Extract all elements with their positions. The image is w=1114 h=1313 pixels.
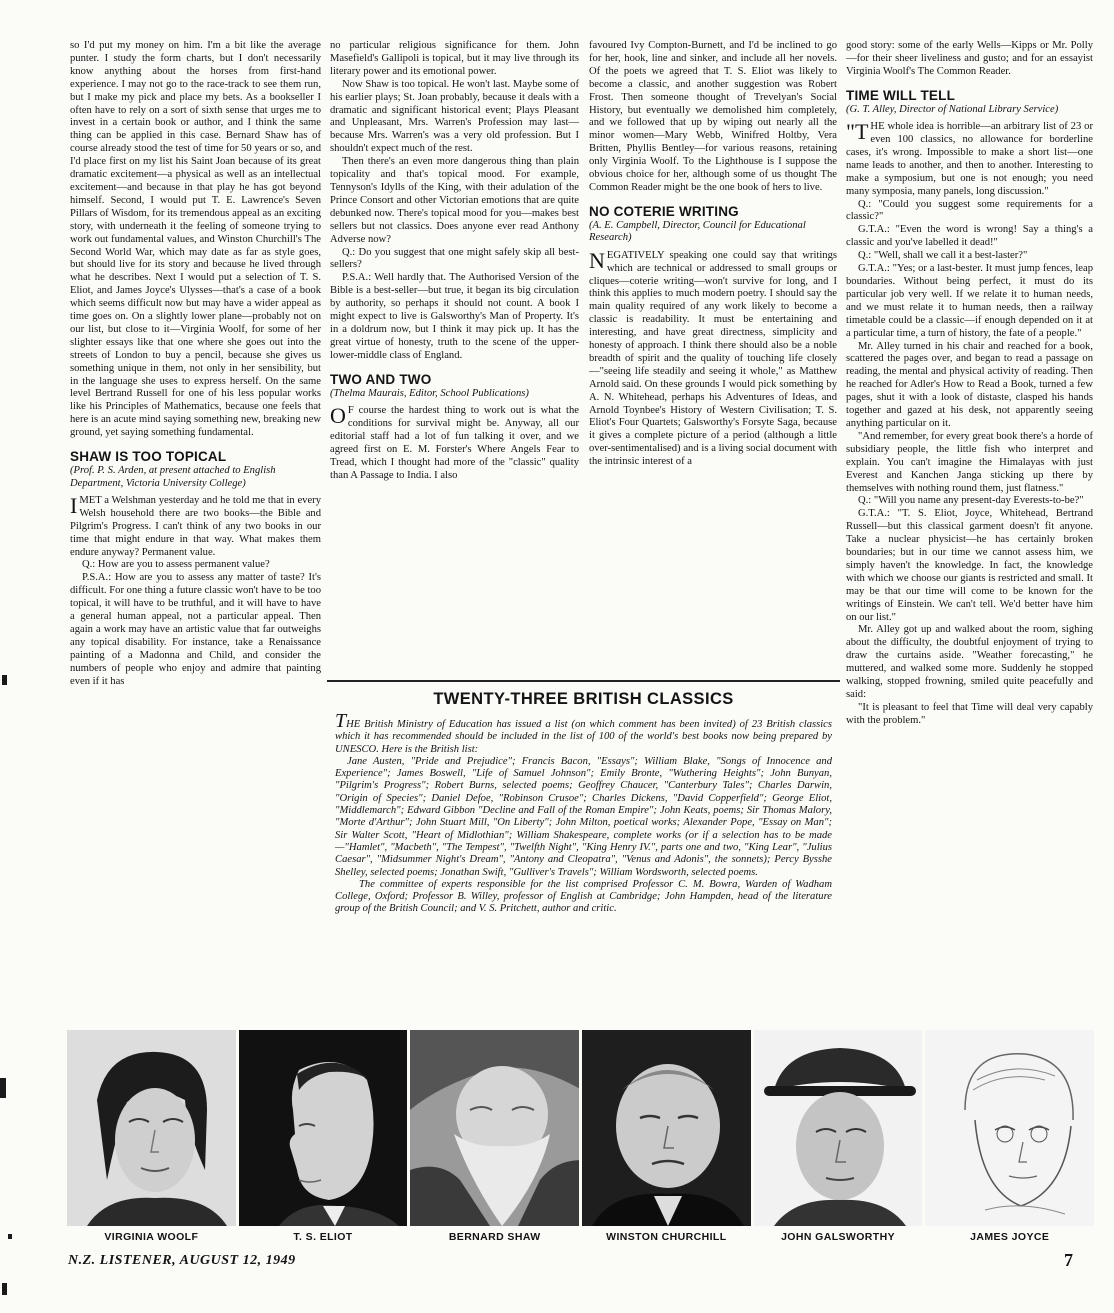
byline-alley: (G. T. Alley, Director of National Library Service) (846, 103, 1059, 115)
column-2 (330, 40, 579, 483)
portrait-ts-eliot (239, 1030, 408, 1226)
col4-paragraph: Q.: "Will you name any present-day Everests-to-be?" (858, 495, 1084, 507)
page-number: 7 (1064, 1250, 1073, 1270)
col2-paragraph: Now Shaw is too topical. He won't last. Maybe some of his earlier plays; St. Joan probably, because it deals with a dramatic and significant historical event; Plays Pleasant and Unpleasant, Mrs. Warren's Profession may last—because Mrs. Warren's was a very old profession. But I shouldn't expect much of the rest. (330, 78, 579, 155)
portrait-captions (67, 1231, 1094, 1243)
col1-paragraph: Q.: How are you to assess permanent value? (82, 559, 270, 571)
scan-mark (2, 675, 7, 685)
heading-no-coterie-writing: NO COTERIE WRITING (589, 203, 739, 219)
col3-paragraph: favoured Ivy Compton-Burnett, and I'd be inclined to go for her, hook, line and sinker, and include all her novels. Of the poets we agreed that T. S. Eliot was likely to become a classic, and another suggestion was Robert Frost. Then someone thought of Trevelyan's Social History, but eventually we demolished him completely, and we followed that up by wiping out nearly all the minor women—Mary Webb, Winifred Holtby, Vera Britten, Phyllis Bentley—for various reasons, retaining only Virginia Woolf. To the Lighthouse is I suppose the obvious choice for her, although some of us thought The Common Reader might be the one book of hers to live. (589, 40, 837, 193)
column-3 (589, 40, 837, 469)
col4-paragraph: Mr. Alley turned in his chair and reached for a book, scattered the pages over, and began to read a passage on reading, the mental and physical activity of reading. Then he reached for Adler's How to Read a Book, turned a few pages, shut it with a look of distaste, clasped his hands together and gazed at his desk, not apparently seeing anything particular on it. (846, 340, 1093, 429)
caption-james-joyce: JAMES JOYCE (970, 1231, 1050, 1243)
caption-bernard-shaw: BERNARD SHAW (448, 1231, 541, 1243)
scan-mark (0, 1078, 6, 1098)
col3-paragraph: NEGATIVELY speaking one could say that writings which are technical or addressed to small groups or cliques—coterie writing—won't survive for long, and I think this applies to much modern poetry. I should say the main quality required of any work likely to become a classic is readability. It must be entertaining and interesting, and have great directness, simplicity and honesty of approach. I think there should also be a noble breadth of spirit and the quality of touching life closely—"seeing life steadily and seeing it whole," as Matthew Arnold said. On these grounds I would pick something by A. N. Whitehead, perhaps his Adventures of Ideas, and Arnold Toynbee's History of Western Civilisation; T. S. Eliot's Four Quartets; Galsworthy's Forsyte Saga, because it gives a complete picture of a period (although a little over-sentimentalised) and is a living social document with the intrinsic interest of a (589, 247, 837, 468)
col4-paragraph: "And remember, for every great book there's a horde of subsidiary people, the little fish who interpret and explain. You can't imagine the Himalayas with just Everest and Kanchen Janga sticking up there by themselves with nothing round them, just flatness." (846, 430, 1093, 494)
col2-paragraph: Q.: Do you suggest that one might safely skip all best-sellers? (330, 246, 579, 271)
heading-time-will-tell: TIME WILL TELL (846, 87, 956, 103)
heading-shaw-is-too-topical: SHAW IS TOO TOPICAL (70, 449, 227, 465)
scan-mark (8, 1234, 12, 1239)
classics-box (327, 680, 840, 1019)
footer-publication-line: N.Z. LISTENER, AUGUST 12, 1949 (68, 1253, 296, 1268)
box-committee: The committee of experts responsible for the list comprised Professor C. M. Bowra, Warden of Wadham College, Oxford; Professor B. Willey, professor of English at Cambridge; John Hampden, head of the literature group of the British Council; and V. S. Pritchett, author and critic. (335, 878, 832, 915)
col2-paragraph: no particular religious significance for them. John Masefield's Gallipoli is topical, but it may live through its literary power and its emotional power. (330, 40, 579, 77)
col4-paragraph: Q.: "Could you suggest some requirements for a classic?" (846, 198, 1093, 223)
col1-paragraph: IMET a Welshman yesterday and he told me that in every Welsh household there are two books—the Bible and Pilgrim's Progress. I can't think of any two books in our time that might endure in that way. What makes them endure anyway? Permanent value. (70, 492, 321, 558)
portrait-winston-churchill (582, 1030, 751, 1226)
portrait-john-galsworthy (754, 1030, 923, 1226)
byline-campbell: (A. E. Campbell, Director, Council for Educational Research) (589, 219, 806, 244)
box-title: TWENTY-THREE BRITISH CLASSICS (433, 690, 734, 708)
col2-paragraph: OF course the hardest thing to work out is what the conditions for survival might be. Anyway, all our editorial staff had a lot of fun talking it over, and we agreed first on E. M. Forster's Where Angels Fear to Tread, which I thought had more of the "classic" quality than A Passage to India. I also (330, 403, 579, 481)
col4-paragraph: G.T.A.: "Yes; or a last-bester. It must jump fences, leap boundaries. Without being perfect, it must do its particular job very well. If we relate it to human needs, and we must relate it to human needs, then a railway timetable could be a classic—if enough depended on it at a particular time, a turn of history, the fate of a people." (846, 263, 1093, 339)
box-classics-list: Jane Austen, "Pride and Prejudice"; Francis Bacon, "Essays"; William Blake, "Songs of Innocence and Experience"; James Boswell, "Life of Samuel Johnson"; Emily Bronte, "Wuthering Heights"; John Bunyan, "Pilgrim's Progress"; Robert Burns, selected poems; Geoffrey Chaucer, "Canterbury Tales"; Charles Darwin, "Origin of Species"; Daniel Defoe, "Robinson Crusoe"; Charles Dickens, "David Copperfield"; George Eliot, "Middlemarch"; Edward Gibbon "Decline and Fall of the Roman Empire"; John Keats, poems; Sir Thomas Malory, "Morte d'Arthur"; John Stuart Mill, "On Liberty"; John Milton, poetical works; Alexander Pope, "Essay on Man"; Sir Walter Scott, "Heart of Midlothian"; William Shakespeare, complete works (or if a selection has to be made—"Hamlet", "Macbeth", "The Tempest", "Twelfth Night", "King Henry IV.", parts one and two, "King Lear", "Julius Caesar", "Midsummer Night's Dream", "Antony and Cleopatra", "Venus and Adonis", the sonnets); Percy Bysshe Shelley, selected poems; Jonathan Swift, "Gulliver's Travels"; William Wordsworth, selected poems. (335, 755, 832, 878)
portrait-virginia-woolf (67, 1030, 236, 1226)
byline-maurais: (Thelma Maurais, Editor, School Publications) (330, 387, 529, 399)
col4-paragraph: Mr. Alley got up and walked about the room, sighing about the difficulty, the doubtful enjoyment of trying to draw the curtains aside. "Weather forecasting," he muttered, and walked some more. Suddenly he stopped walking, stopped frowning, smiled quite peacefully and said: (846, 624, 1093, 700)
col1-paragraph: P.S.A.: How are you to assess any matter of taste? It's difficult. For one thing a future classic won't have to be too topical, it will have to be truthful, and it will have to have a general human appeal, not a particular appeal. Then again a work may have an artistic value that far outweighs any topical disability. For instance, take a Renaissance painting of a Madonna and Child, and consider the numbers of people who enjoy and admire that painting even if it has (70, 572, 321, 687)
portrait-bernard-shaw (410, 1030, 579, 1226)
col4-paragraph: Q.: "Well, shall we call it a best-laster?" (858, 250, 1028, 262)
col1-paragraph: so I'd put my money on him. I'm a bit like the average punter. I study the form charts, but I don't necessarily know anything about the horses from first-hand experience. I may not go to the race-track to see them run, but I make my pick and place my bets. As a bookseller I often have to rely on a sort of sixth sense that urges me to invest in a certain book or author, and I think the same thing can be applied in this case. Bernard Shaw has of course already stood the test of time for 50 years or so, and I'd place first on my list his Saint Joan because of its great dramatic excitement—a physical as well as an intellectual excitement—and because in that play he has got beyond himself. Second, I would put T. E. Lawrence's Seven Pillars of Wisdom, for its tremendous appeal as an exciting story, with underneath it the feeling of someone trying to work out fundamental values, and Winston Churchill's The Second World War, which may date as far as style goes, but should live for its story and because he lived through what he describes. Next I would put a selection of T. S. Eliot, and James Joyce's Ulysses—that's a case of a book which seems difficult now but may have a wider appeal as time goes on. On a slightly lower plane—probably not on our list, but close to it—Virginia Woolf, for some of her slighter essays like that one where she goes out into the streets of London to buy a pencil, because she gives us something unique in them, not only in her sensibility, but in the language she uses to express herself. On the same level Bertrand Russell for one of his less popular works like his Principles of Mathematics, because one feels that here is an acute mind saying something new, breaking new ground, yet saying something fundamental. (70, 40, 321, 439)
col4-paragraph: "It is pleasant to feel that Time will deal very capably with the problem." (846, 701, 1093, 726)
column-4 (846, 40, 1093, 728)
column-1 (70, 40, 321, 689)
col4-paragraph: good story: some of the early Wells—Kipps or Mr. Polly—for their sheer liveliness and gusto; and for an essayist Virginia Woolf's The Common Reader. (846, 40, 1093, 77)
col4-paragraph: G.T.A.: "T. S. Eliot, Joyce, Whitehead, Bertrand Russell—but this classical garment doesn't fit anyone. Take a nuclear physicist—he has certainly broken boundaries; but in our time we cannot assess him, we simply haven't the knowledge. In fact, the knowledge with which we choose our giants is restricted and small. It may be that our time will come to be known for the writings of Einstein. We can't tell. We'd better have him on our list." (846, 508, 1093, 623)
col4-paragraph: "THE whole idea is horrible—an arbitrary list of 23 or even 100 classics, no allowance for borderline cases, it's wrong. Impossible to make a short list—one name leads to another, and then to another. Interesting to make a symposium, but one is not enough; you need many symposia, many panels, long discussion." (846, 119, 1093, 197)
caption-winston-churchill: WINSTON CHURCHILL (606, 1231, 727, 1243)
caption-john-galsworthy: JOHN GALSWORTHY (781, 1231, 895, 1243)
col4-paragraph: G.T.A.: "Even the word is wrong! Say a thing's a classic and you've labelled it dead!" (846, 224, 1093, 249)
byline-arden: (Prof. P. S. Arden, at present attached to English Department, Victoria University College) (70, 465, 276, 489)
portrait-strip (67, 1030, 1094, 1226)
box-intro: THE British Ministry of Education has issued a list (on which comment has been invited) of 23 British classics which it has recommended should be included in the list of 100 of the world's best books now being prepared by UNESCO. Here is the British list: (335, 710, 832, 755)
col2-paragraph: P.S.A.: Well hardly that. The Authorised Version of the Bible is a best-seller—but true, it began its big circulation by authority, so perhaps it should not count. A book I might expect to live is Galsworthy's Man of Property. It's in a doldrum now, but I think it may pick up. It has the great virtue of honesty, truth to the scene of the upper-lower-middle class of England. (330, 272, 579, 361)
portrait-james-joyce (925, 1030, 1094, 1226)
col2-paragraph: Then there's an even more dangerous thing than plain topicality and that's topical mood. For example, Tennyson's Idylls of the King, with their adulation of the Prince Consort and other Victorian emotions that are quite debunked now. There's topical mood for you—makes best sellers but not classics. Does anyone ever read Anthony Adverse now? (330, 156, 579, 245)
scan-mark (2, 1283, 7, 1295)
heading-two-and-two: TWO AND TWO (330, 371, 432, 387)
caption-virginia-woolf: VIRGINIA WOOLF (104, 1231, 199, 1243)
caption-ts-eliot: T. S. ELIOT (293, 1231, 353, 1243)
